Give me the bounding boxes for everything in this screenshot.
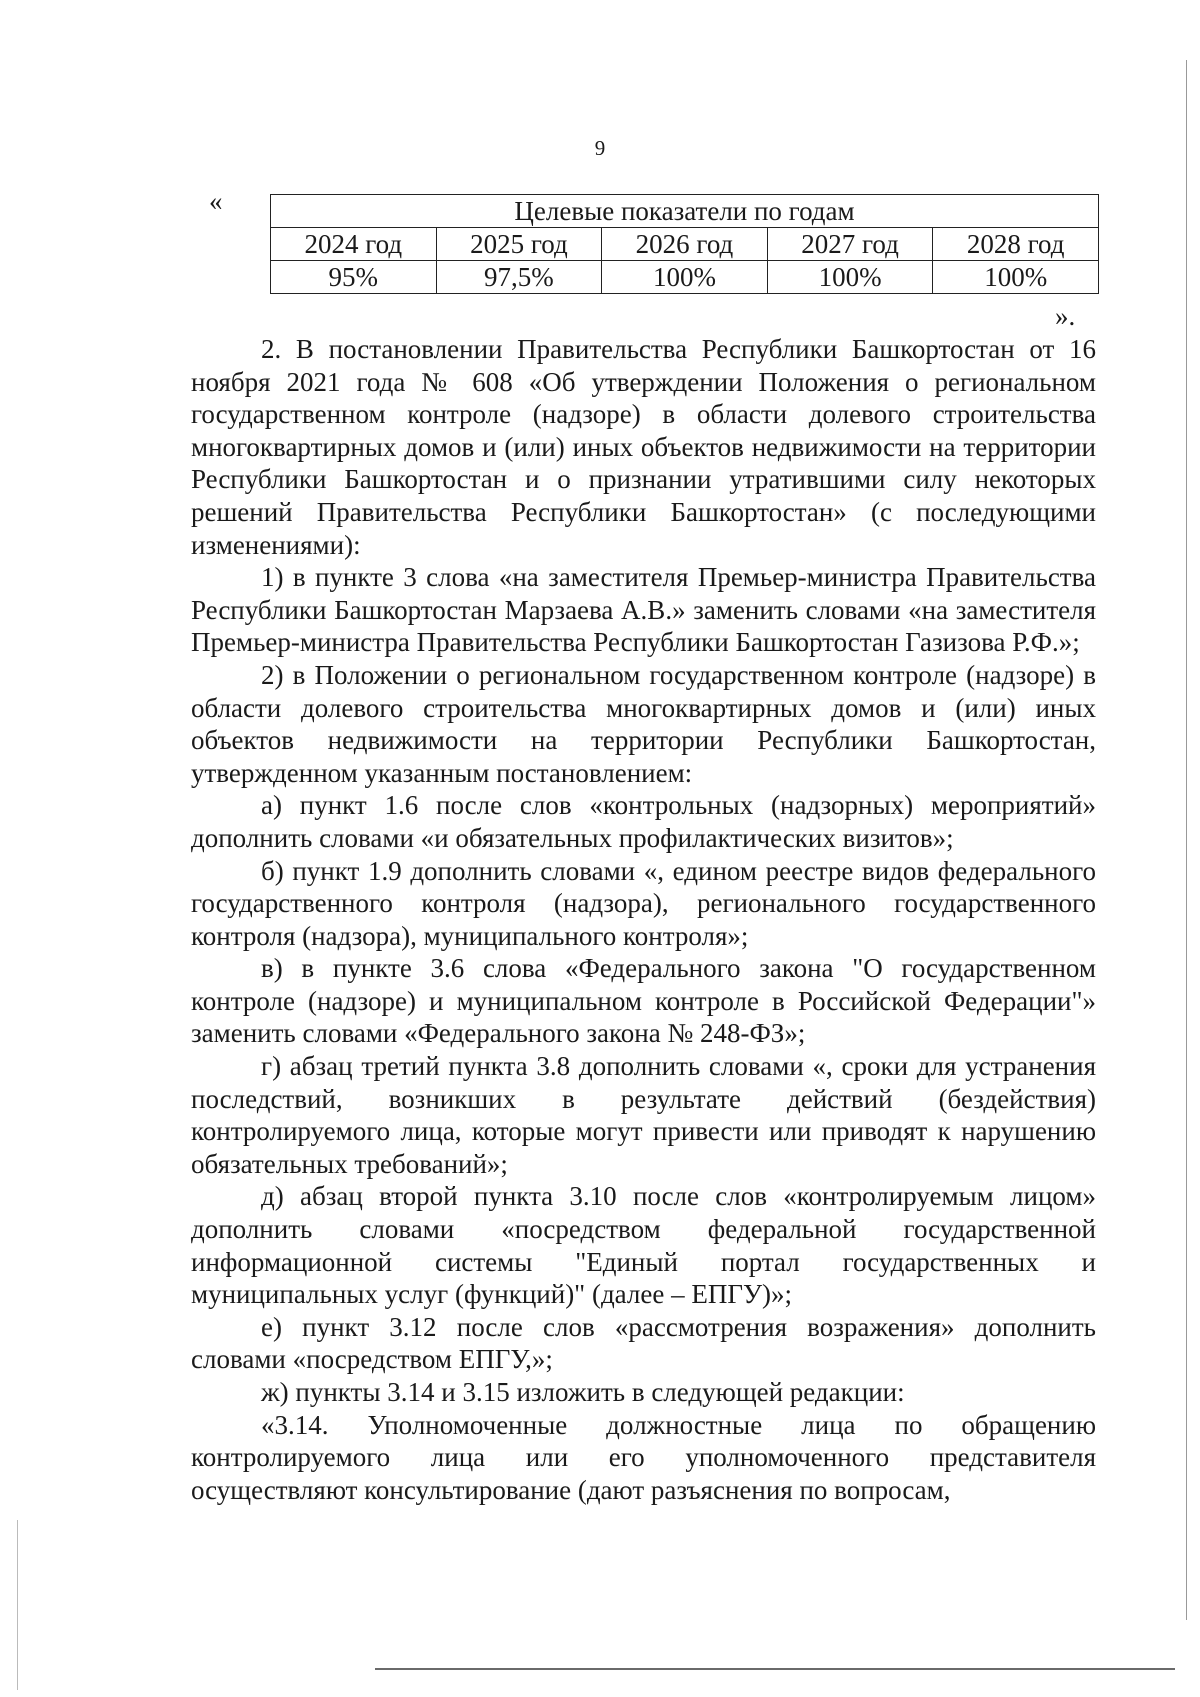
paragraph-item-2: 2. В постановлении Правительства Республики Башкортостан от 16 ноября 2021 года № 608 «Об утверждении Положения о региональном государственном контроле (надзоре) в области долевого строительства многоквартирных домов и (или) иных объектов недвижимости на территории Республики Башкортостан и о признании утратившими силу некоторых решений Правительства Республики Башкортостан» (с последующими изменениями): (191, 334, 1096, 560)
table-years-row (271, 228, 1099, 261)
value-cell: 100% (602, 261, 768, 294)
year-cell: 2027 год (767, 228, 933, 261)
table-header: Целевые показатели по годам (271, 195, 1099, 228)
paragraph-letter-v: в) в пункте 3.6 слова «Федерального закона "О государственном контроле (надзоре) и муниципальном контроле в Российской Федерации"» заменить словами «Федерального закона № 248-ФЗ»; (191, 953, 1096, 1049)
paragraph-letter-zh: ж) пункты 3.14 и 3.15 изложить в следующей редакции: (261, 1377, 905, 1407)
paragraph-letter-e: е) пункт 3.12 после слов «рассмотрения возражения» дополнить словами «посредством ЕПГУ,»; (191, 1311, 1096, 1375)
page-number: 9 (594, 136, 606, 160)
paragraph-subitem-2: 2) в Положении о региональном государственном контроле (надзоре) в области долевого строительства многоквартирных домов и (или) иных объектов недвижимости на территории Республики Башкортостан, утвержденном указанным постановлением: (191, 659, 1096, 788)
paragraph-letter-b: б) пункт 1.9 дополнить словами «, едином реестре видов федерального государственного контроля (надзора), регионального государственного контроля (надзора), муниципального контроля»; (191, 855, 1096, 951)
paragraph-subitem-1: 1) в пункте 3 слова «на заместителя Премьер-министра Правительства Республики Башкортостан Марзаева А.В.» заменить словами «на заместителя Премьер-министра Правительства Республики Башкортостан Газизова Р.Ф.»; (191, 562, 1096, 658)
value-cell: 100% (933, 261, 1099, 294)
value-cell: 95% (271, 261, 437, 294)
table-header-row (271, 195, 1099, 228)
paragraph-letter-d: д) абзац второй пункта 3.10 после слов «контролируемым лицом» дополнить словами «посредством федеральной государственной информационной системы "Единый портал государственных и муниципальных услуг (функций)" (далее – ЕПГУ)»; (191, 1181, 1096, 1310)
table-opening-quote: « (209, 186, 223, 216)
table-closing-quote: ». (1055, 301, 1076, 331)
year-cell: 2025 год (436, 228, 602, 261)
year-cell: 2028 год (933, 228, 1099, 261)
paragraph-letter-g: г) абзац третий пункта 3.8 дополнить словами «, сроки для устранения последствий, возникших в результате действий (бездействия) контролируемого лица, которые могут привести или приводят к нарушению обязательных требований»; (191, 1051, 1096, 1179)
paragraph-letter-a: а) пункт 1.6 после слов «контрольных (надзорных) мероприятий» дополнить словами «и обязательных профилактических визитов»; (191, 790, 1096, 853)
value-cell: 97,5% (436, 261, 602, 294)
scan-bottom-line (375, 1668, 1175, 1670)
value-cell: 100% (767, 261, 933, 294)
scan-edge-line (1186, 60, 1187, 1620)
year-cell: 2024 год (271, 228, 437, 261)
table-values-row (271, 261, 1099, 294)
target-indicators-table (270, 194, 1099, 294)
scan-left-mark (17, 1520, 18, 1690)
paragraph-clause-3-14: «3.14. Уполномоченные должностные лица по обращению контролируемого лица или его уполномоченного представителя осуществляют консультирование (дают разъяснения по вопросам, (191, 1409, 1096, 1505)
year-cell: 2026 год (602, 228, 768, 261)
document-body (191, 333, 1096, 1506)
